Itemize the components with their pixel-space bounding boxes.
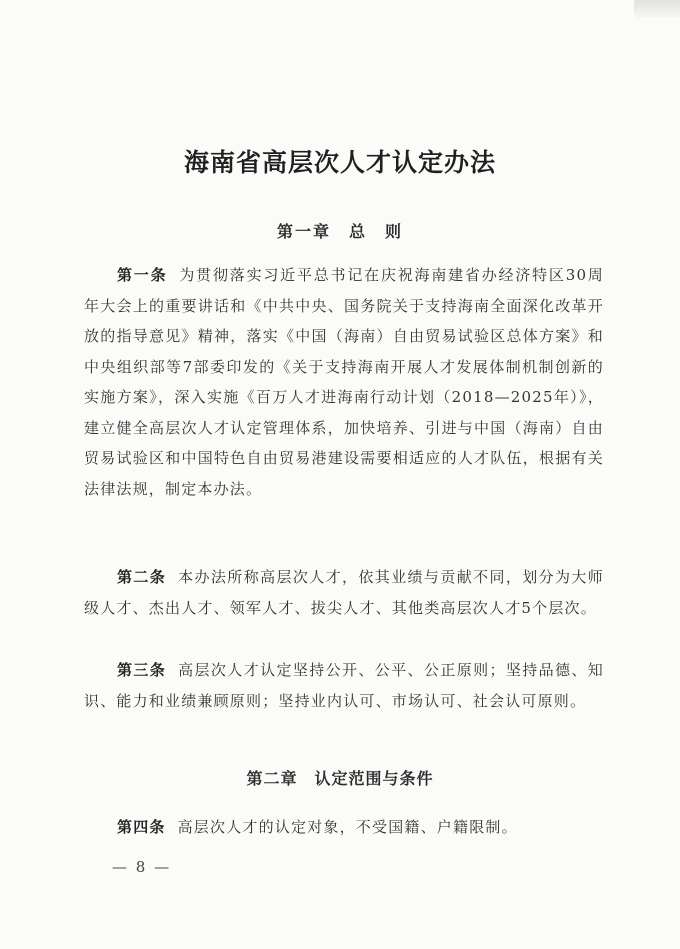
document-title: 海南省高层次人才认定办法 [183, 148, 496, 177]
article-4 [84, 812, 604, 843]
article-2-text: 本办法所称高层次人才，依其业绩与贡献不同，划分为大师级人才、杰出人才、领军人才、拔尖人才、其他类高层次人才5个层次。 [84, 568, 604, 617]
article-3-text: 高层次人才认定坚持公开、公平、公正原则；坚持品德、知识、能力和业绩兼顾原则；坚持业内认可、市场认可、社会认可原则。 [84, 661, 604, 710]
article-1 [84, 260, 604, 504]
article-3 [84, 655, 604, 716]
article-1-text: 为贯彻落实习近平总书记在庆祝海南建省办经济特区30周年大会上的重要讲话和《中共中央、国务院关于支持海南全面深化改革开放的指导意见》精神，落实《中国（海南）自由贸易试验区总体方案》和中央组织部等7部委印发的《关于支持海南开展人才发展体制机制创新的实施方案》，深入实施《百万人才进海南行动计划（2018—2025年）》，建立健全高层次人才认定管理体系，加快培养、引进与中国（海南）自由贸易试验区和中国特色自由贸易港建设需要相适应的人才队伍，根据有关法律法规，制定本办法。 [84, 266, 604, 498]
page-number: — 8 — [112, 858, 172, 876]
page-corner-mark [634, 0, 680, 18]
article-3-label: 第三条 [117, 661, 167, 679]
article-2-label: 第二条 [117, 568, 167, 586]
chapter-heading-2: 第二章 认定范围与条件 [246, 769, 434, 788]
chapter-heading-1: 第一章 总 则 [276, 222, 403, 241]
article-1-label: 第一条 [117, 266, 168, 284]
article-2 [84, 562, 604, 623]
article-4-label: 第四条 [117, 818, 166, 836]
article-4-text: 高层次人才的认定对象，不受国籍、户籍限制。 [177, 818, 518, 836]
